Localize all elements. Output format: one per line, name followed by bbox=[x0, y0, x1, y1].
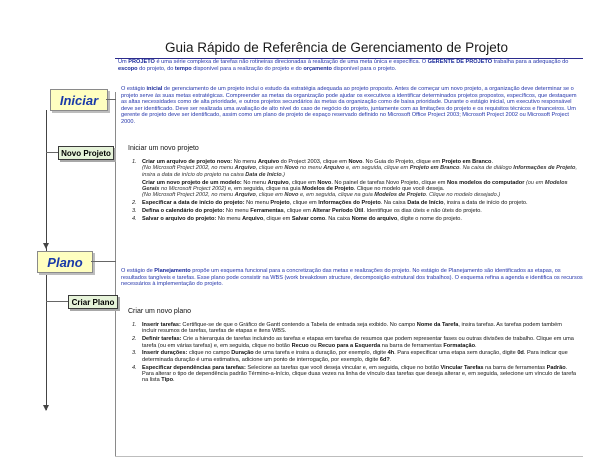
list-item bbox=[128, 336, 578, 349]
list-item bbox=[128, 208, 578, 214]
phase-iniciar: Iniciar bbox=[50, 89, 108, 111]
iniciar-description: O estágio inicial de gerenciamento de um projeto inclui o estudo da estratégia adequada ao projeto proposto. Antes de começar um novo projeto, a organização deve determinar se o projeto serve às suas metas estratégicas. Compreender as metas da organização pode ajudar os executivos a identificar determinados projetos propostos, específicos, que destaquem as altas necessidades como de alta prioridade, e outros projetos secundários às metas da organização como de baixa prioridade. Durante o estágio inicial, um executivo responsável deve ser identificado. Deve ser realizada uma avaliação de alto nível do caso de negócio do projeto, juntamente com as limitações do projeto e os requisitos técnicos e financeiros. Um gerente de projeto deve ser identificado, assim como um plano de projeto de espaço reservado definido no Microsoft Office Project 2003; Microsoft Project 2002 ou Microsoft Project 2000. bbox=[121, 86, 577, 125]
plano-description: O estágio de Planejamento propõe um esquema funcional para a concretização das metas e realizações do projeto. No estágio de Planejamento são identificados as etapas, os resultados tangíveis e tarefas. Esse plano pode consistir na WBS (work breakdown structure, decomposição estrutural dos trabalhos). O esquema refina a agenda e identifica os recursos necessários à implementação do projeto. bbox=[121, 268, 583, 288]
criar-plano-steps bbox=[128, 322, 578, 385]
timeline-arrow-icon bbox=[43, 243, 49, 249]
intro-paragraph: Um PROJETO é uma série complexa de tarefas não rotineiras direcionadas à realização de uma meta única e específica. O GERENTE DE PROJETO trabalha para a adequação do escopo do projeto, do tempo disponível para a realização do projeto e do orçamento disponível para o projeto. bbox=[118, 59, 569, 72]
connector bbox=[46, 152, 58, 153]
list-item bbox=[128, 322, 578, 335]
novo-projeto-steps bbox=[128, 159, 578, 224]
step-text: Inserir tarefas: Certifique-se de que o Gráfico de Gantt contendo a Tabela de entrada seja exibido. No campo Nome da Tarefa, insira tarefas. As tarefas podem também incluir resumos de tarefas, tarefas de etapas e itens WBS. bbox=[142, 322, 562, 335]
connector bbox=[46, 301, 68, 302]
step-text: Inserir durações: clique no campo Duração de uma tarefa e insira a duração, por exemplo, digite 4h. Para especificar uma etapa sem duração, digite 0d. Para indicar que determinada duração é uma estimativa, adicione um ponto de interrogação, por exemplo, digite 6d?. bbox=[142, 350, 568, 363]
connector bbox=[106, 99, 116, 100]
step-text: Criar um arquivo de projeto novo: No menu Arquivo do Project 2003, clique em Novo. No Guia do Projeto, clique em Projeto em Branco. (No Microsoft Project 2002, no menu Arquivo, clique em Novo no menu Arquivo e, em seguida, clique em Projeto em Branco. Na caixa de diálogo Informações de Projeto, insira a data de início do projeto na caixa Data de Início.) bbox=[142, 159, 577, 178]
content-divider bbox=[115, 92, 116, 457]
step-number: 3. bbox=[132, 350, 137, 357]
step-number: 4. bbox=[132, 364, 137, 371]
step-number: 2. bbox=[132, 200, 137, 207]
step-number: 2. bbox=[132, 336, 137, 343]
bottom-divider bbox=[115, 456, 583, 457]
step-number: 1. bbox=[132, 159, 137, 165]
step-text: Criar um novo projeto de um modelo: No menu Arquivo, clique em Novo. No painel de tarefas Novo Projeto, clique em Nos modelos do computador (ou em Modelos Gerais no Microsoft Project 2002) e, em seguida, clique na guia Modelos de Projeto. Clique no modelo que você deseja. (No Microsoft Project 2002, no menu Arquivo, clique em Novo e, em seguida, clique na guia Modelos de Projeto. Clique no modelo desejado.) bbox=[142, 179, 568, 199]
novo-projeto-heading: Iniciar um novo projeto bbox=[128, 145, 199, 152]
timeline-arrow-icon bbox=[43, 405, 49, 411]
step-number: 3. bbox=[132, 208, 137, 215]
connector bbox=[91, 261, 116, 262]
phase-plano: Plano bbox=[37, 251, 93, 273]
criar-plano-heading: Criar um novo plano bbox=[128, 308, 192, 315]
subphase-criar-plano: Criar Plano bbox=[68, 295, 118, 309]
page-title: Guia Rápido de Referência de Gerenciamento de Projeto bbox=[165, 40, 508, 55]
step-text: Defina o calendário do projeto: No menu Ferramentas, clique em Alterar Período Útil. Identifique os dias úteis e não úteis do projeto. bbox=[142, 208, 482, 215]
subphase-novo-projeto: Novo Projeto bbox=[58, 146, 114, 160]
list-item bbox=[128, 200, 578, 206]
step-number: 1. bbox=[132, 322, 137, 328]
list-item bbox=[128, 365, 578, 384]
list-item bbox=[128, 159, 578, 178]
step-text: Salvar o arquivo do projeto: No menu Arquivo, clique em Salvar como. Na caixa Nome do arquivo, digite o nome do projeto. bbox=[142, 215, 462, 222]
list-item bbox=[128, 350, 578, 363]
list-item bbox=[128, 216, 578, 222]
step-number: 4. bbox=[132, 215, 137, 222]
list-item bbox=[128, 180, 578, 199]
step-text: Especificar dependências para tarefas: Selecione as tarefas que você deseja vincular e, em seguida, clique no botão Vincular Tarefas na barra de ferramentas Padrão. Para alterar o tipo de dependência padrão Término-a-Início, clique duas vezes na linha de vínculo das tarefas que deseja alterar e, em seguida, selecione um vínculo de tarefa na lista Tipo. bbox=[142, 364, 576, 384]
step-text: Definir tarefas: Crie a hierarquia de tarefas incluindo as tarefas e etapas em tarefas de resumos que podem representar fases ou outras divisões de trabalho. Clique em uma tarefa (ou em várias tarefas) e, em seguida, clique no botão Recuo ou Recuo para a Esquerda na barra de ferramentas Formatação. bbox=[142, 336, 574, 349]
step-text: Especificar a data de início do projeto: No menu Projeto, clique em Informações do Projeto. Na caixa Data de Início, insira a data de início do projeto. bbox=[142, 200, 528, 207]
